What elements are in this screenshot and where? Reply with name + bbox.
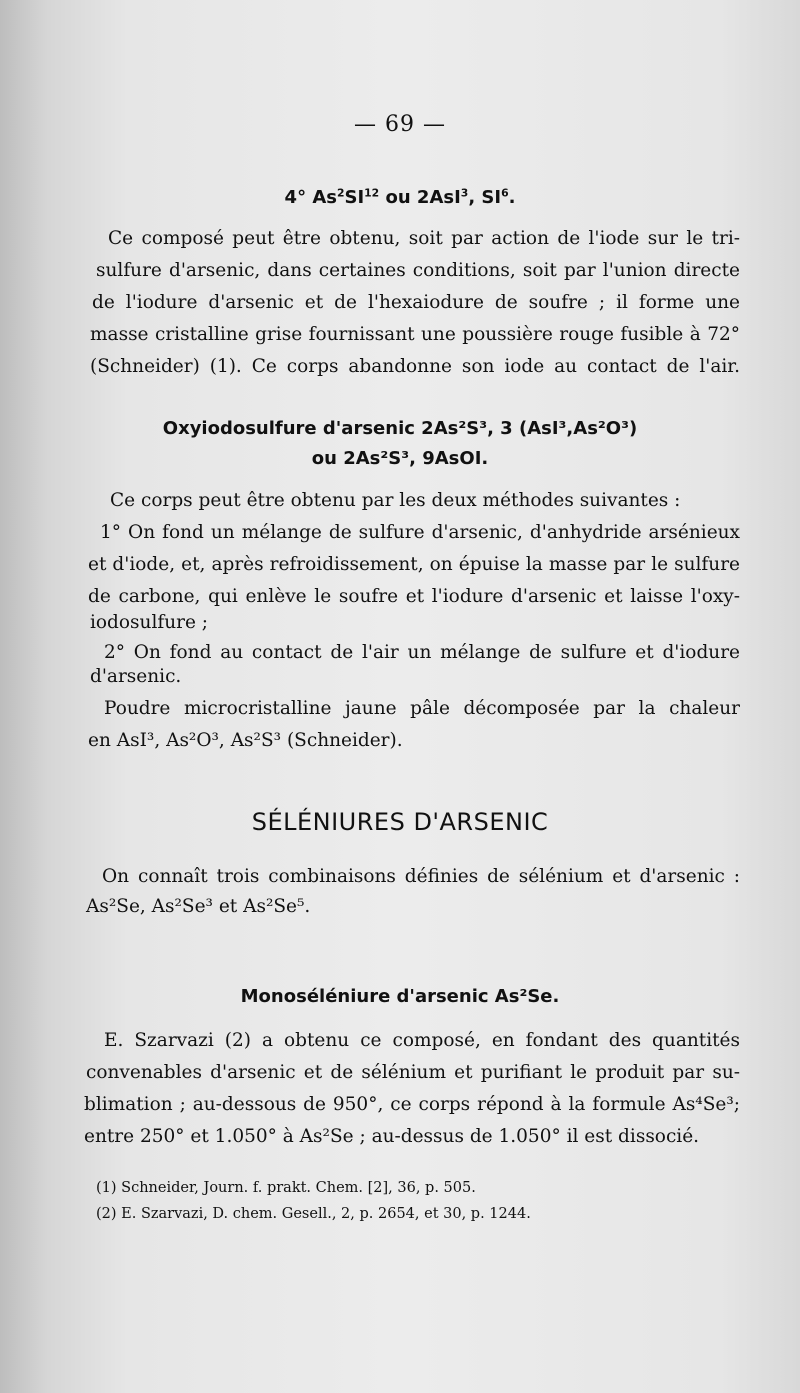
footnote-1: (1) Schneider, Journ. f. prakt. Chem. [2], 36, p. 505. [96, 1180, 476, 1196]
paragraph-line: entre 250° et 1.050° à As²Se ; au-dessus de 1.050° il est dissocié. [84, 1126, 700, 1147]
paragraph-line: sulfure d'arsenic, dans certaines conditions, soit par l'union directe [96, 260, 740, 281]
paragraph-line: convenables d'arsenic et de sélénium et purifiant le produit par su- [86, 1062, 740, 1083]
paragraph-line: As²Se, As²Se³ et As²Se⁵. [86, 896, 311, 917]
paragraph-line: Ce corps peut être obtenu par les deux méthodes suivantes : [110, 490, 681, 511]
section-title: SÉLÉNIURES D'ARSENIC [251, 808, 549, 836]
heading-monoseleniure: Monoséléniure d'arsenic As²Se. [240, 986, 560, 1007]
paragraph-line: d'arsenic. [90, 666, 182, 687]
paragraph-line: (Schneider) (1). Ce corps abandonne son iode au contact de l'air. [90, 356, 740, 377]
paragraph-line: iodosulfure ; [90, 612, 209, 633]
paragraph-line: Ce composé peut être obtenu, soit par action de l'iode sur le tri- [108, 228, 740, 249]
paragraph-line: 1° On fond un mélange de sulfure d'arsenic, d'anhydride arsénieux [100, 522, 740, 543]
page-number: — 69 — [354, 112, 446, 137]
paragraph-line: masse cristalline grise fournissant une poussière rouge fusible à 72° [90, 324, 740, 345]
paragraph-line: en AsI³, As²O³, As²S³ (Schneider). [88, 730, 403, 751]
paragraph-line: et d'iode, et, après refroidissement, on épuise la masse par le sulfure [88, 554, 740, 575]
paragraph-line: de carbone, qui enlève le soufre et l'iodure d'arsenic et laisse l'oxy- [88, 586, 740, 607]
paragraph-line: Poudre microcristalline jaune pâle décomposée par la chaleur [104, 698, 740, 719]
footnote-2: (2) E. Szarvazi, D. chem. Gesell., 2, p. 2654, et 30, p. 1244. [96, 1206, 531, 1222]
paragraph-line: blimation ; au-dessous de 950°, ce corps répond à la formule As⁴Se³; [84, 1094, 740, 1115]
heading-as2si12: 4° As$^2$SI$^{12}$ ou 2AsI$^3$, $SI^6$. [284, 186, 516, 208]
paragraph-line: E. Szarvazi (2) a obtenu ce composé, en fondant des quantités [104, 1030, 740, 1051]
heading-oxyiodosulfure: Oxyiodosulfure d'arsenic 2As²S³, 3 (AsI³,As²O³) [162, 418, 638, 439]
paragraph-line: On connaît trois combinaisons définies de sélénium et d'arsenic : [102, 866, 740, 887]
paragraph-line: 2° On fond au contact de l'air un mélange de sulfure et d'iodure [104, 642, 740, 663]
heading-oxyiodosulfure-formula: ou 2As²S³, 9AsOI. [311, 448, 489, 469]
paragraph-line: de l'iodure d'arsenic et de l'hexaiodure de soufre ; il forme une [92, 292, 740, 313]
